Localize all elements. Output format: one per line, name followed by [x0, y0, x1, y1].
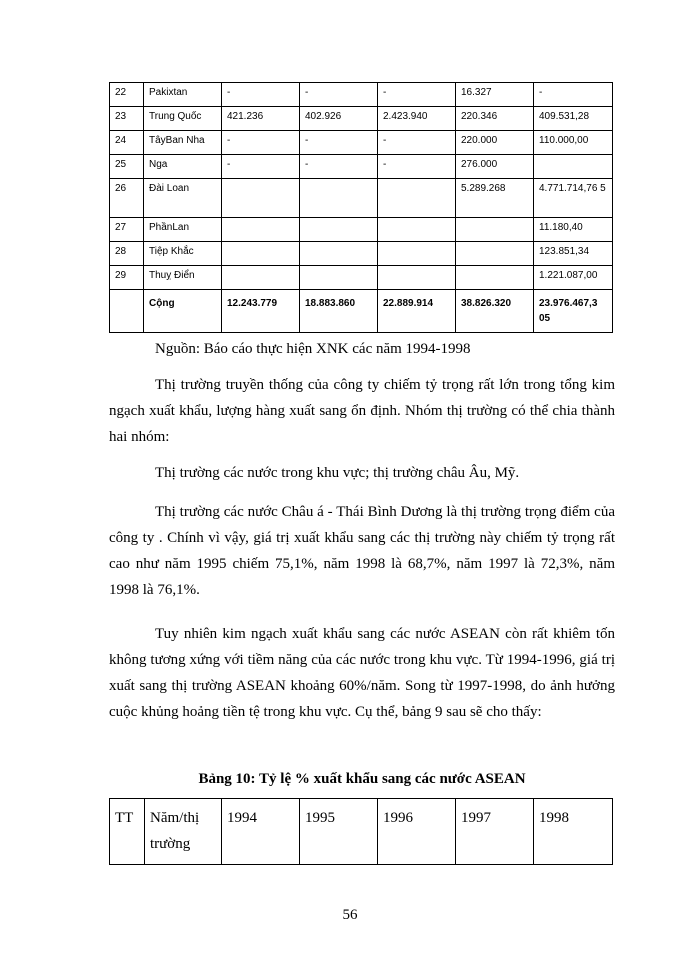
table-row — [110, 218, 613, 242]
value-cell — [300, 242, 378, 266]
table-row — [110, 107, 613, 131]
asean-export-table — [109, 798, 613, 865]
value-cell — [222, 218, 300, 242]
value-cell — [378, 218, 456, 242]
total-value: 22.889.914 — [378, 290, 456, 333]
column-header: TT — [110, 799, 145, 865]
value-cell: 11.180,40 — [534, 218, 613, 242]
table-row — [110, 155, 613, 179]
value-cell: 220.000 — [456, 131, 534, 155]
row-number: 26 — [110, 179, 144, 218]
value-cell: 276.000 — [456, 155, 534, 179]
paragraph: Thị trường truyền thống của công ty chiếm tỷ trọng rất lớn trong tổng kim ngạch xuất khẩu, lượng hàng xuất sang ổn định. Nhóm thị trường có thể chia thành hai nhóm: — [109, 377, 615, 445]
table-row — [110, 131, 613, 155]
row-number: 29 — [110, 266, 144, 290]
table-row — [110, 242, 613, 266]
column-header: 1994 — [222, 799, 300, 865]
value-cell: - — [222, 131, 300, 155]
value-cell: - — [378, 155, 456, 179]
value-cell — [456, 242, 534, 266]
total-label: Cộng — [144, 290, 222, 333]
value-cell — [222, 242, 300, 266]
value-cell: - — [378, 83, 456, 107]
total-value: 38.826.320 — [456, 290, 534, 333]
value-cell: 409.531,28 — [534, 107, 613, 131]
country-name: Pakixtan — [144, 83, 222, 107]
total-value: 23.976.467,3 05 — [534, 290, 613, 333]
column-header: Năm/thị trường — [145, 799, 222, 865]
value-cell: 110.000,00 — [534, 131, 613, 155]
row-number: 22 — [110, 83, 144, 107]
value-cell: 123.851,34 — [534, 242, 613, 266]
value-cell: - — [378, 131, 456, 155]
value-cell: - — [300, 83, 378, 107]
value-cell — [300, 179, 378, 218]
value-cell: 4.771.714,76 5 — [534, 179, 613, 218]
paragraph: Thị trường các nước Châu á - Thái Bình Dương là thị trường trọng điểm của công ty . Chính vì vậy, giá trị xuất khẩu sang các thị trường này chiếm tỷ trọng rất cao như năm 1995 chiếm 75,1%, năm 1998 là 68,7%, năm 1997 là 72,3%, năm 1998 là 76,1%. — [109, 504, 615, 598]
value-cell: 220.346 — [456, 107, 534, 131]
table-row — [110, 266, 613, 290]
column-header: 1998 — [534, 799, 613, 865]
column-header: 1997 — [456, 799, 534, 865]
value-cell — [300, 218, 378, 242]
country-name: PhầnLan — [144, 218, 222, 242]
value-cell: - — [534, 83, 613, 107]
paragraph: Tuy nhiên kim ngạch xuất khẩu sang các nước ASEAN còn rất khiêm tốn không tương xứng với tiềm năng của các nước trong khu vực. Từ 1994-1996, giá trị xuất sang thị trường ASEAN khoảng 60%/năm. Song từ 1997-1998, do ảnh hưởng cuộc khủng hoảng tiền tệ trong khu vực. Cụ thể, bảng 9 sau sẽ cho thấy: — [109, 626, 615, 720]
value-cell: 5.289.268 — [456, 179, 534, 218]
country-name: Trung Quốc — [144, 107, 222, 131]
table-caption: Bảng 10: Tỷ lệ % xuất khẩu sang các nước ASEAN — [198, 771, 526, 787]
value-cell — [300, 266, 378, 290]
value-cell: 402.926 — [300, 107, 378, 131]
table-header-row — [110, 799, 613, 865]
value-cell — [378, 266, 456, 290]
value-cell — [222, 179, 300, 218]
column-header: 1996 — [378, 799, 456, 865]
country-name: Đài Loan — [144, 179, 222, 218]
total-row — [110, 290, 613, 333]
table-row — [110, 83, 613, 107]
value-cell: 16.327 — [456, 83, 534, 107]
country-name: Nga — [144, 155, 222, 179]
country-name: Thuỵ Điển — [144, 266, 222, 290]
value-cell: - — [300, 131, 378, 155]
value-cell: - — [222, 83, 300, 107]
row-number: 27 — [110, 218, 144, 242]
row-number: 25 — [110, 155, 144, 179]
value-cell: 2.423.940 — [378, 107, 456, 131]
value-cell: 1.221.087,00 — [534, 266, 613, 290]
row-number: 23 — [110, 107, 144, 131]
table-source-note: Nguồn: Báo cáo thực hiện XNK các năm 1994-1998 — [155, 341, 471, 357]
row-number — [110, 290, 144, 333]
value-cell — [378, 242, 456, 266]
value-cell — [456, 266, 534, 290]
value-cell: - — [300, 155, 378, 179]
row-number: 28 — [110, 242, 144, 266]
page-number: 56 — [342, 907, 358, 923]
table-row — [110, 179, 613, 218]
total-value: 18.883.860 — [300, 290, 378, 333]
row-number: 24 — [110, 131, 144, 155]
value-cell: - — [222, 155, 300, 179]
value-cell: 421.236 — [222, 107, 300, 131]
country-name: TâyBan Nha — [144, 131, 222, 155]
total-value: 12.243.779 — [222, 290, 300, 333]
value-cell — [456, 218, 534, 242]
value-cell — [534, 155, 613, 179]
value-cell — [378, 179, 456, 218]
value-cell — [222, 266, 300, 290]
country-name: Tiệp Khắc — [144, 242, 222, 266]
export-market-table — [109, 82, 613, 333]
paragraph: Thị trường các nước trong khu vực; thị trường châu Âu, Mỹ. — [155, 465, 520, 481]
column-header: 1995 — [300, 799, 378, 865]
